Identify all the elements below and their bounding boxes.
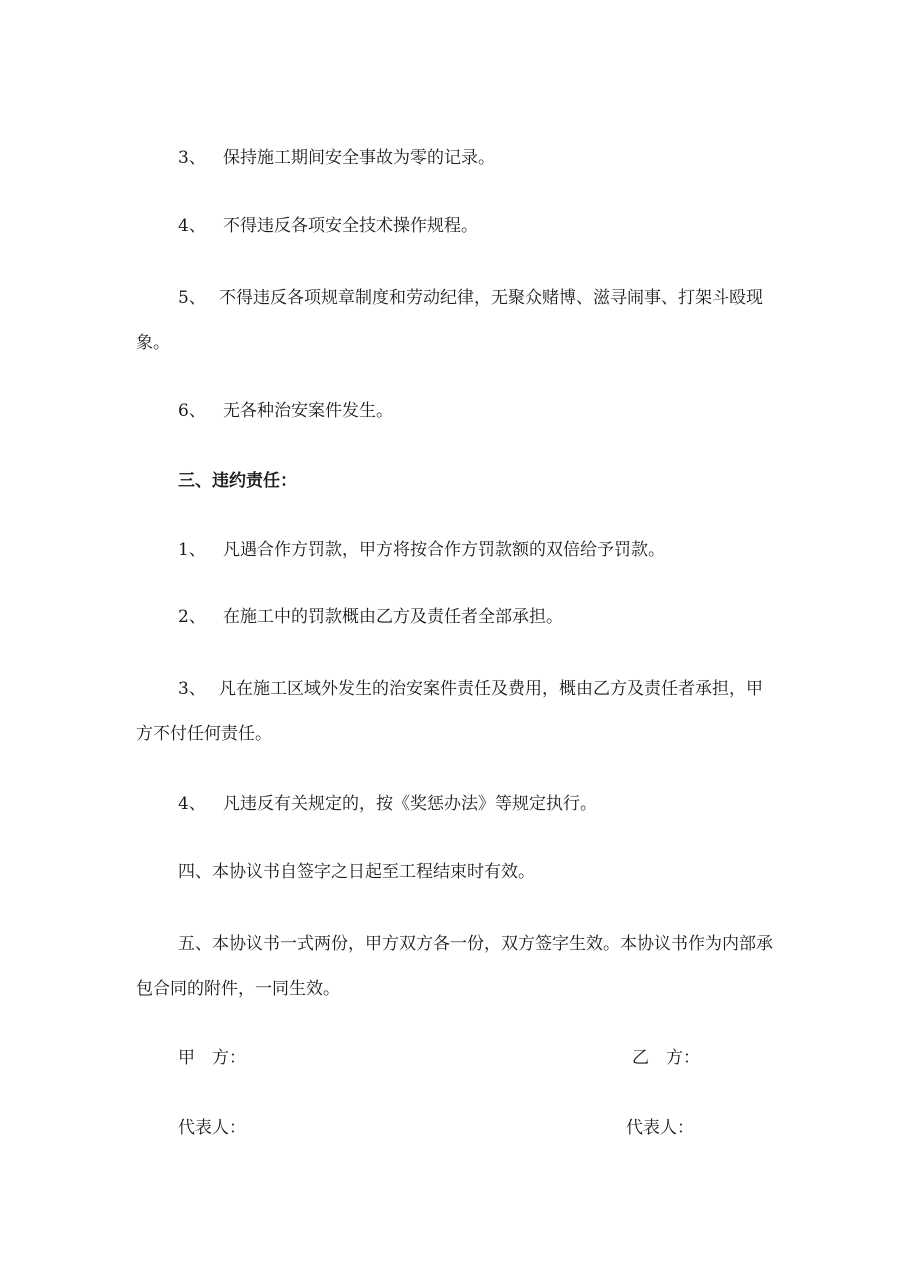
section-heading-liability: 三、违约责任： bbox=[178, 471, 297, 491]
item-number: 4、 bbox=[178, 794, 206, 814]
signature-rep-b-label: 代表人： bbox=[626, 1118, 694, 1138]
item-number: 4、 bbox=[178, 216, 206, 236]
item-text: 无各种治安案件发生。 bbox=[223, 401, 393, 421]
item-text: 凡遇合作方罚款，甲方将按合作方罚款额的双倍给予罚款。 bbox=[223, 540, 665, 560]
item-text: 凡在施工区域外发生的治安案件责任及费用，概由乙方及责任者承担，甲 bbox=[219, 679, 763, 699]
signature-party-b-label: 乙 方： bbox=[632, 1048, 700, 1068]
signature-rep-a-label: 代表人： bbox=[178, 1118, 246, 1138]
section-5-copies: 五、本协议书一式两份，甲方双方各一份，双方签字生效。本协议书作为内部承 bbox=[178, 934, 773, 954]
section-5-continuation: 包合同的附件，一同生效。 bbox=[136, 979, 340, 999]
item-text: 在施工中的罚款概由乙方及责任者全部承担。 bbox=[223, 607, 563, 627]
signature-party-a-label: 甲 方： bbox=[178, 1048, 246, 1068]
section-4-validity: 四、本协议书自签字之日起至工程结束时有效。 bbox=[178, 862, 535, 882]
item-text: 不得违反各项安全技术操作规程。 bbox=[223, 216, 478, 236]
item-number: 2、 bbox=[178, 607, 206, 627]
item-number: 6、 bbox=[178, 401, 206, 421]
item-number: 3、 bbox=[178, 148, 206, 168]
item-number: 1、 bbox=[178, 540, 206, 560]
item-number: 3、 bbox=[178, 679, 206, 699]
item-number: 5、 bbox=[178, 288, 206, 308]
safety-item-5-continuation: 象。 bbox=[136, 333, 170, 353]
liability-item-3-continuation: 方不付任何责任。 bbox=[136, 724, 272, 744]
item-text: 不得违反各项规章制度和劳动纪律，无聚众赌博、滋寻闹事、打架斗殴现 bbox=[219, 288, 763, 308]
item-text: 保持施工期间安全事故为零的记录。 bbox=[223, 148, 495, 168]
item-text: 凡违反有关规定的，按《奖惩办法》等规定执行。 bbox=[223, 794, 597, 814]
